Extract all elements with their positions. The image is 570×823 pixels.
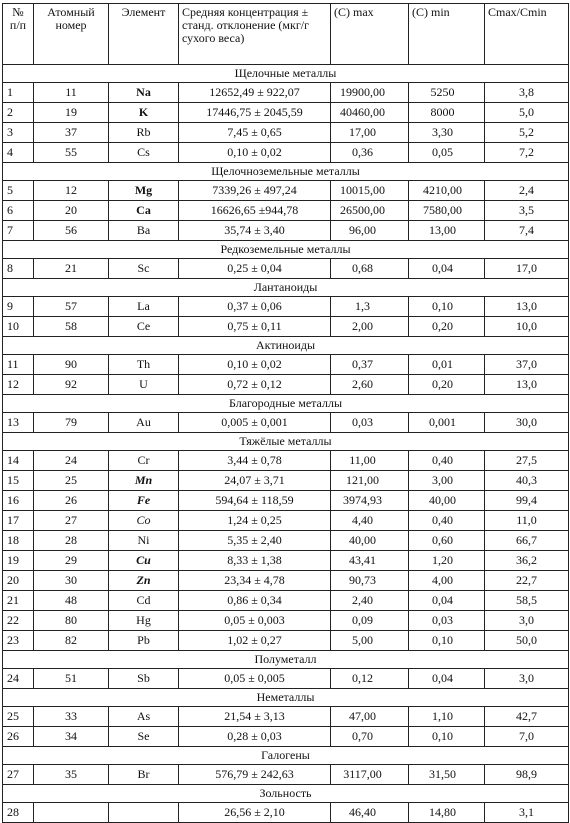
max-min-ratio: 11,0 [485, 511, 569, 531]
max-value: 2,40 [331, 591, 409, 611]
max-value: 11,00 [331, 451, 409, 471]
mean-concentration: 26,56 ± 2,10 [179, 803, 331, 823]
table-row [3, 413, 569, 433]
mean-concentration: 0,05 ± 0,003 [179, 611, 331, 631]
table-row [3, 727, 569, 747]
atomic-number: 56 [34, 221, 109, 241]
atomic-number: 30 [34, 571, 109, 591]
group-title: Тяжёлые металлы [3, 433, 569, 451]
min-value: 4210,00 [409, 181, 485, 201]
min-value: 0,04 [409, 259, 485, 279]
min-value: 0,40 [409, 451, 485, 471]
table-row [3, 471, 569, 491]
max-min-ratio: 98,9 [485, 765, 569, 785]
group-header-row [3, 337, 569, 355]
row-index: 21 [3, 591, 34, 611]
atomic-number: 82 [34, 631, 109, 651]
mean-concentration: 0,72 ± 0,12 [179, 375, 331, 395]
atomic-number: 79 [34, 413, 109, 433]
mean-concentration: 1,02 ± 0,27 [179, 631, 331, 651]
element-symbol: Na [109, 83, 179, 103]
max-min-ratio: 3,0 [485, 669, 569, 689]
table-row [3, 103, 569, 123]
min-value: 0,20 [409, 375, 485, 395]
max-min-ratio: 42,7 [485, 707, 569, 727]
atomic-number: 21 [34, 259, 109, 279]
max-value: 43,41 [331, 551, 409, 571]
group-header-row [3, 747, 569, 765]
max-min-ratio: 7,2 [485, 143, 569, 163]
max-value: 10015,00 [331, 181, 409, 201]
element-symbol: Cr [109, 451, 179, 471]
max-min-ratio: 36,2 [485, 551, 569, 571]
max-min-ratio: 13,0 [485, 375, 569, 395]
max-value: 2,60 [331, 375, 409, 395]
max-value: 4,40 [331, 511, 409, 531]
element-symbol: Th [109, 355, 179, 375]
table-row [3, 803, 569, 823]
min-value: 40,00 [409, 491, 485, 511]
max-value: 0,03 [331, 413, 409, 433]
table-row [3, 669, 569, 689]
element-symbol: Ca [109, 201, 179, 221]
max-min-ratio: 99,4 [485, 491, 569, 511]
element-symbol: Cu [109, 551, 179, 571]
element-symbol: Hg [109, 611, 179, 631]
mean-concentration: 17446,75 ± 2045,59 [179, 103, 331, 123]
element-symbol: Cs [109, 143, 179, 163]
mean-concentration: 1,24 ± 0,25 [179, 511, 331, 531]
group-header-row [3, 689, 569, 707]
max-value: 0,12 [331, 669, 409, 689]
mean-concentration: 3,44 ± 0,78 [179, 451, 331, 471]
max-min-ratio: 30,0 [485, 413, 569, 433]
mean-concentration: 0,75 ± 0,11 [179, 317, 331, 337]
atomic-number: 25 [34, 471, 109, 491]
mean-concentration: 8,33 ± 1,38 [179, 551, 331, 571]
min-value: 0,01 [409, 355, 485, 375]
max-value: 19900,00 [331, 83, 409, 103]
table-row [3, 143, 569, 163]
table-row [3, 297, 569, 317]
max-value: 17,00 [331, 123, 409, 143]
mean-concentration: 12652,49 ± 922,07 [179, 83, 331, 103]
atomic-number: 90 [34, 355, 109, 375]
element-symbol: Fe [109, 491, 179, 511]
max-min-ratio: 37,0 [485, 355, 569, 375]
row-index: 25 [3, 707, 34, 727]
row-index: 2 [3, 103, 34, 123]
element-symbol: As [109, 707, 179, 727]
row-index: 15 [3, 471, 34, 491]
table-row [3, 259, 569, 279]
element-symbol: Rb [109, 123, 179, 143]
element-symbol: Cd [109, 591, 179, 611]
max-value: 26500,00 [331, 201, 409, 221]
mean-concentration: 21,54 ± 3,13 [179, 707, 331, 727]
atomic-number: 92 [34, 375, 109, 395]
atomic-number: 27 [34, 511, 109, 531]
min-value: 3,00 [409, 471, 485, 491]
header-max: (C) max [331, 4, 409, 65]
max-value: 46,40 [331, 803, 409, 823]
atomic-number: 55 [34, 143, 109, 163]
table-row [3, 511, 569, 531]
mean-concentration: 0,10 ± 0,02 [179, 143, 331, 163]
element-symbol: Co [109, 511, 179, 531]
atomic-number: 57 [34, 297, 109, 317]
max-value: 2,00 [331, 317, 409, 337]
max-value: 1,3 [331, 297, 409, 317]
table-row [3, 551, 569, 571]
max-value: 47,00 [331, 707, 409, 727]
table-row [3, 591, 569, 611]
table-row [3, 123, 569, 143]
max-min-ratio: 10,0 [485, 317, 569, 337]
max-min-ratio: 27,5 [485, 451, 569, 471]
min-value: 0,05 [409, 143, 485, 163]
element-symbol [109, 803, 179, 823]
table-row [3, 83, 569, 103]
row-index: 19 [3, 551, 34, 571]
element-symbol: Ni [109, 531, 179, 551]
mean-concentration: 0,28 ± 0,03 [179, 727, 331, 747]
max-value: 5,00 [331, 631, 409, 651]
min-value: 0,10 [409, 631, 485, 651]
min-value: 1,20 [409, 551, 485, 571]
mean-concentration: 0,05 ± 0,005 [179, 669, 331, 689]
row-index: 5 [3, 181, 34, 201]
min-value: 0,60 [409, 531, 485, 551]
element-symbol: Zn [109, 571, 179, 591]
table-row [3, 611, 569, 631]
max-value: 0,70 [331, 727, 409, 747]
min-value: 0,10 [409, 297, 485, 317]
table-row [3, 317, 569, 337]
element-symbol: Br [109, 765, 179, 785]
element-concentration-table [2, 3, 569, 823]
group-title: Неметаллы [3, 689, 569, 707]
max-min-ratio: 3,0 [485, 611, 569, 631]
max-min-ratio: 5,2 [485, 123, 569, 143]
mean-concentration: 16626,65 ±944,78 [179, 201, 331, 221]
row-index: 11 [3, 355, 34, 375]
atomic-number: 33 [34, 707, 109, 727]
min-value: 14,80 [409, 803, 485, 823]
row-index: 22 [3, 611, 34, 631]
element-symbol: Sb [109, 669, 179, 689]
table-row [3, 375, 569, 395]
group-title: Лантаноиды [3, 279, 569, 297]
element-symbol: U [109, 375, 179, 395]
element-symbol: Pb [109, 631, 179, 651]
min-value: 0,10 [409, 727, 485, 747]
max-value: 0,36 [331, 143, 409, 163]
atomic-number: 28 [34, 531, 109, 551]
mean-concentration: 5,35 ± 2,40 [179, 531, 331, 551]
min-value: 0,001 [409, 413, 485, 433]
table-row [3, 491, 569, 511]
header-ratio: Cmax/Cmin [485, 4, 569, 65]
mean-concentration: 0,37 ± 0,06 [179, 297, 331, 317]
row-index: 12 [3, 375, 34, 395]
min-value: 8000 [409, 103, 485, 123]
row-index: 4 [3, 143, 34, 163]
row-index: 6 [3, 201, 34, 221]
row-index: 16 [3, 491, 34, 511]
group-title: Щелочные металлы [3, 65, 569, 83]
element-symbol: La [109, 297, 179, 317]
min-value: 0,03 [409, 611, 485, 631]
max-value: 0,37 [331, 355, 409, 375]
max-value: 40,00 [331, 531, 409, 551]
max-value: 0,68 [331, 259, 409, 279]
atomic-number: 26 [34, 491, 109, 511]
table-row [3, 765, 569, 785]
table-row [3, 451, 569, 471]
max-min-ratio: 66,7 [485, 531, 569, 551]
group-title: Полуметалл [3, 651, 569, 669]
header-row [3, 4, 569, 65]
mean-concentration: 7339,26 ± 497,24 [179, 181, 331, 201]
element-symbol: Mn [109, 471, 179, 491]
min-value: 5250 [409, 83, 485, 103]
element-symbol: Au [109, 413, 179, 433]
max-min-ratio: 3,5 [485, 201, 569, 221]
header-index: № п/п [3, 4, 34, 65]
table-row [3, 571, 569, 591]
atomic-number [34, 803, 109, 823]
max-min-ratio: 7,0 [485, 727, 569, 747]
max-min-ratio: 17,0 [485, 259, 569, 279]
min-value: 0,04 [409, 591, 485, 611]
min-value: 0,40 [409, 511, 485, 531]
max-min-ratio: 58,5 [485, 591, 569, 611]
max-value: 40460,00 [331, 103, 409, 123]
group-header-row [3, 433, 569, 451]
min-value: 31,50 [409, 765, 485, 785]
atomic-number: 58 [34, 317, 109, 337]
mean-concentration: 0,005 ± 0,001 [179, 413, 331, 433]
mean-concentration: 24,07 ± 3,71 [179, 471, 331, 491]
mean-concentration: 23,34 ± 4,78 [179, 571, 331, 591]
row-index: 27 [3, 765, 34, 785]
header-atomic-number: Атомный номер [34, 4, 109, 65]
row-index: 13 [3, 413, 34, 433]
group-title: Благородные металлы [3, 395, 569, 413]
max-value: 121,00 [331, 471, 409, 491]
mean-concentration: 0,25 ± 0,04 [179, 259, 331, 279]
element-symbol: Ce [109, 317, 179, 337]
table-row [3, 221, 569, 241]
row-index: 3 [3, 123, 34, 143]
atomic-number: 20 [34, 201, 109, 221]
row-index: 1 [3, 83, 34, 103]
max-min-ratio: 50,0 [485, 631, 569, 651]
row-index: 28 [3, 803, 34, 823]
element-symbol: Se [109, 727, 179, 747]
min-value: 0,20 [409, 317, 485, 337]
min-value: 13,00 [409, 221, 485, 241]
min-value: 3,30 [409, 123, 485, 143]
atomic-number: 34 [34, 727, 109, 747]
group-title: Зольность [3, 785, 569, 803]
row-index: 8 [3, 259, 34, 279]
atomic-number: 12 [34, 181, 109, 201]
group-header-row [3, 279, 569, 297]
group-title: Актиноиды [3, 337, 569, 355]
table-body [3, 65, 569, 823]
row-index: 10 [3, 317, 34, 337]
group-title: Галогены [3, 747, 569, 765]
element-symbol: Ba [109, 221, 179, 241]
group-header-row [3, 163, 569, 181]
atomic-number: 37 [34, 123, 109, 143]
table-row [3, 201, 569, 221]
element-symbol: Mg [109, 181, 179, 201]
atomic-number: 48 [34, 591, 109, 611]
max-value: 3974,93 [331, 491, 409, 511]
row-index: 24 [3, 669, 34, 689]
row-index: 9 [3, 297, 34, 317]
row-index: 18 [3, 531, 34, 551]
group-header-row [3, 241, 569, 259]
row-index: 7 [3, 221, 34, 241]
max-min-ratio: 7,4 [485, 221, 569, 241]
element-symbol: Sc [109, 259, 179, 279]
max-min-ratio: 13,0 [485, 297, 569, 317]
header-element: Элемент [109, 4, 179, 65]
atomic-number: 11 [34, 83, 109, 103]
row-index: 17 [3, 511, 34, 531]
atomic-number: 29 [34, 551, 109, 571]
max-min-ratio: 22,7 [485, 571, 569, 591]
mean-concentration: 0,86 ± 0,34 [179, 591, 331, 611]
atomic-number: 19 [34, 103, 109, 123]
element-symbol: K [109, 103, 179, 123]
max-min-ratio: 3,1 [485, 803, 569, 823]
group-header-row [3, 785, 569, 803]
atomic-number: 24 [34, 451, 109, 471]
row-index: 26 [3, 727, 34, 747]
group-title: Щелочноземельные металлы [3, 163, 569, 181]
row-index: 20 [3, 571, 34, 591]
mean-concentration: 35,74 ± 3,40 [179, 221, 331, 241]
min-value: 7580,00 [409, 201, 485, 221]
max-min-ratio: 2,4 [485, 181, 569, 201]
max-value: 3117,00 [331, 765, 409, 785]
max-value: 0,09 [331, 611, 409, 631]
row-index: 23 [3, 631, 34, 651]
table-row [3, 355, 569, 375]
atomic-number: 80 [34, 611, 109, 631]
mean-concentration: 0,10 ± 0,02 [179, 355, 331, 375]
atomic-number: 51 [34, 669, 109, 689]
min-value: 0,04 [409, 669, 485, 689]
table-row [3, 707, 569, 727]
header-min: (C) min [409, 4, 485, 65]
header-mean-concentration: Средняя концентрация ± станд. отклонение (мкг/г сухого веса) [179, 4, 331, 65]
min-value: 4,00 [409, 571, 485, 591]
mean-concentration: 576,79 ± 242,63 [179, 765, 331, 785]
max-value: 90,73 [331, 571, 409, 591]
group-header-row [3, 395, 569, 413]
row-index: 14 [3, 451, 34, 471]
max-min-ratio: 3,8 [485, 83, 569, 103]
group-header-row [3, 651, 569, 669]
table-row [3, 181, 569, 201]
group-header-row [3, 65, 569, 83]
max-value: 96,00 [331, 221, 409, 241]
min-value: 1,10 [409, 707, 485, 727]
mean-concentration: 594,64 ± 118,59 [179, 491, 331, 511]
group-title: Редкоземельные металлы [3, 241, 569, 259]
max-min-ratio: 5,0 [485, 103, 569, 123]
table-row [3, 631, 569, 651]
atomic-number: 35 [34, 765, 109, 785]
max-min-ratio: 40,3 [485, 471, 569, 491]
mean-concentration: 7,45 ± 0,65 [179, 123, 331, 143]
table-row [3, 531, 569, 551]
